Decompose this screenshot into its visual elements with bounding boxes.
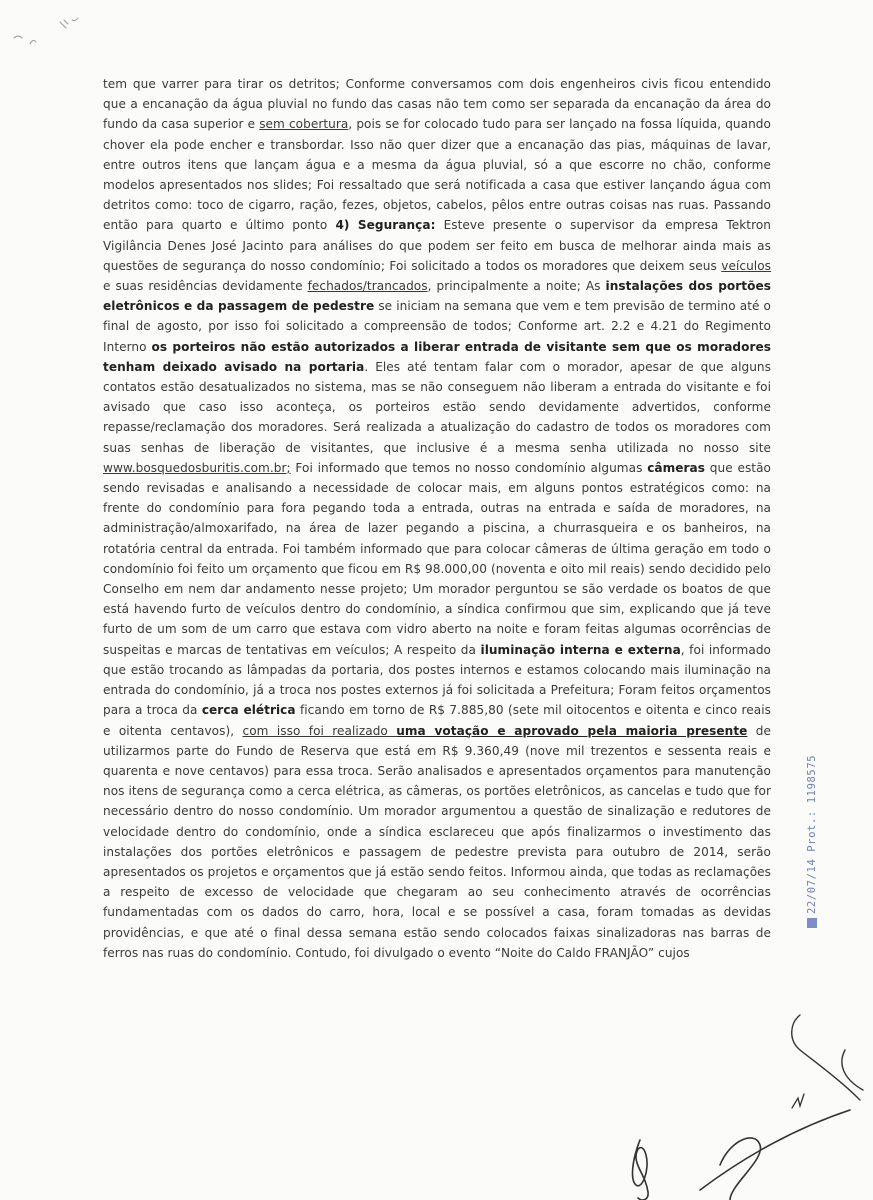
bold-text-span: câmeras xyxy=(647,460,706,475)
underlined-text-span: www.bosquedosburitis.com.br; xyxy=(103,460,291,475)
text-span: Esteve presente o supervisor da empresa Tektron Vigilância Denes José Jacinto para análises do que podem ser feito em busca de melhorar ainda mais as questões de segurança do nosso condomínio; Foi solicitado a todos os moradores que deixem seus xyxy=(103,218,772,273)
margin-tick-icon xyxy=(792,1094,804,1108)
text-span: . Eles até tentam falar com o morador, apesar de que alguns contatos estão desatualizados no sistema, mas se não conseguem não liberam a entrada do visitante e foi avisado que caso isso aconteça, os porteiros estão sendo devidamente advertidos, conforme repasse/reclamação dos moradores. Será realizada a atualização do cadastro de todos os moradores com suas senhas de liberação de visitantes, que inclusive é a mesma senha utilizada no nosso site xyxy=(103,359,771,455)
margin-signature-icon xyxy=(792,1015,863,1100)
text-span: que estão sendo revisadas e analisando a necessidade de colocar mais, em alguns pontos estratégicos como: na frente do condomínio para fora pegando toda a entrada, outras na entrada e saída de moradores, na administração/almoxarifado, na área de lazer pegando a piscina, a churrasqueira e os banheiros, na rotatória central da entrada. Foi também informado que para colocar câmeras de última geração em todo o condomínio foi feito um orçamento que ficou em R$ 98.000,00 (noventa e oito mil reais) sendo decidido pelo Conselho em nem dar andamento nesse projeto; Um morador perguntou se são verdade os boatos de que está havendo furto de veículos dentro do condomínio, a síndica confirmou que sim, explicando que já teve furto de um som de um carro que estava com vidro aberto na noite e foram feitas algumas ocorrências de suspeitas e marcas de tentativas em veículos; A respeito da xyxy=(103,460,772,657)
text-span: , foi informado que estão trocando as lâmpadas da portaria, dos postes internos e estamos colocando mais iluminação na entrada do condomínio, já a troca nos postes externos já foi solicitada a Prefeitura; Foram feitos orçamentos para a troca da xyxy=(103,642,772,718)
underlined-text-span: veículos xyxy=(721,258,771,273)
bold-text-span: iluminação interna e externa xyxy=(480,642,681,657)
bold-text-span: 4) Segurança: xyxy=(335,218,436,233)
stamp-text: 22/07/14 Prot.: 1198575 xyxy=(806,754,818,914)
bold-text-span: uma votação e aprovado pela maioria presente xyxy=(396,723,748,738)
signature-icon xyxy=(700,1110,850,1200)
underlined-text-span: sem cobertura xyxy=(259,117,349,132)
underlined-text-span: fechados/trancados xyxy=(307,279,428,294)
text-span: , pois se for colocado tudo para ser lançado na fossa líquida, quando chover ela pode encher e transbordar. Isso não quer dizer que a encanação das pias, máquinas de lavar, entre outros itens que lançam água e a mesma da água pluvial, só a que escorre no chão, conforme modelos apresentados nos slides; Foi ressaltado que será notificada a casa que estiver lançando água com detritos como: toco de cigarro, ração, fezes, objetos, cabelos, pêlos entre outras coisas nas ruas. Passando então para quarto e último ponto xyxy=(103,117,771,233)
corner-scribble-icon xyxy=(14,18,78,44)
underlined-text-span: com isso foi realizado xyxy=(242,723,397,738)
text-span: , principalmente a noite; As xyxy=(427,279,606,294)
bold-text-span: cerca elétrica xyxy=(201,703,296,718)
signature-initial-icon xyxy=(633,1140,649,1200)
text-span: Foi informado que temos no nosso condomínio algumas xyxy=(290,460,648,475)
bold-text-span: instalações dos portões eletrônicos e da passagem de pedestre xyxy=(103,279,771,314)
text-span: tem que varrer para tirar os detritos; Conforme conversamos com dois engenheiros civis ficou entendido que a encanação da água pluvial no fundo das casas não tem como ser separada da encanação da área do fundo da casa superior e xyxy=(103,77,771,132)
text-span: se iniciam na semana que vem e tem previsão de termino até o final de agosto, por isso foi solicitado a compreensão de todos; Conforme art. 2.2 e 4.21 do Regimento Interno xyxy=(103,299,771,354)
text-span: de utilizarmos parte do Fundo de Reserva que está em R$ 9.360,49 (nove mil trezentos e sessenta reais e quarenta e nove centavos) para essa troca. Serão analisados e apresentados orçamentos para manutenção nos itens de segurança como a cerca elétrica, as câmeras, os portões eletrônicos, as cancelas e tudo que for necessário dentro do nosso condomínio. Um morador argumentou a questão de sinalização e redutores de velocidade dentro do condomínio, onde a síndica esclareceu que após finalizarmos o investimento das instalações dos portões eletrônicos e passagem de pedestre prevista para outubro de 2014, serão apresentados os projetos e orçamentos que já estão sendo feitos. Informou ainda, que todas as reclamações a respeito de excesso de velocidade que chegaram ao seu conhecimento através de ocorrências fundamentadas com os dados do carro, hora, local e se possível a casa, foram tomadas as devidas providências, e que até o final dessa semana estão sendo colocados faixas sinalizadoras nas barras de ferros nas ruas do condomínio. Contudo, foi divulgado o evento “Noite do Caldo FRANJÃO” cujos xyxy=(103,723,771,960)
bold-text-span: os porteiros não estão autorizados a liberar entrada de visitante sem que os moradores tenham deixado avisado na portaria xyxy=(103,339,772,374)
text-span: e suas residências devidamente xyxy=(103,279,308,294)
text-span: ficando em torno de R$ 7.885,80 (sete mil oitocentos e oitenta e cinco reais e oitenta centavos), xyxy=(103,703,771,738)
